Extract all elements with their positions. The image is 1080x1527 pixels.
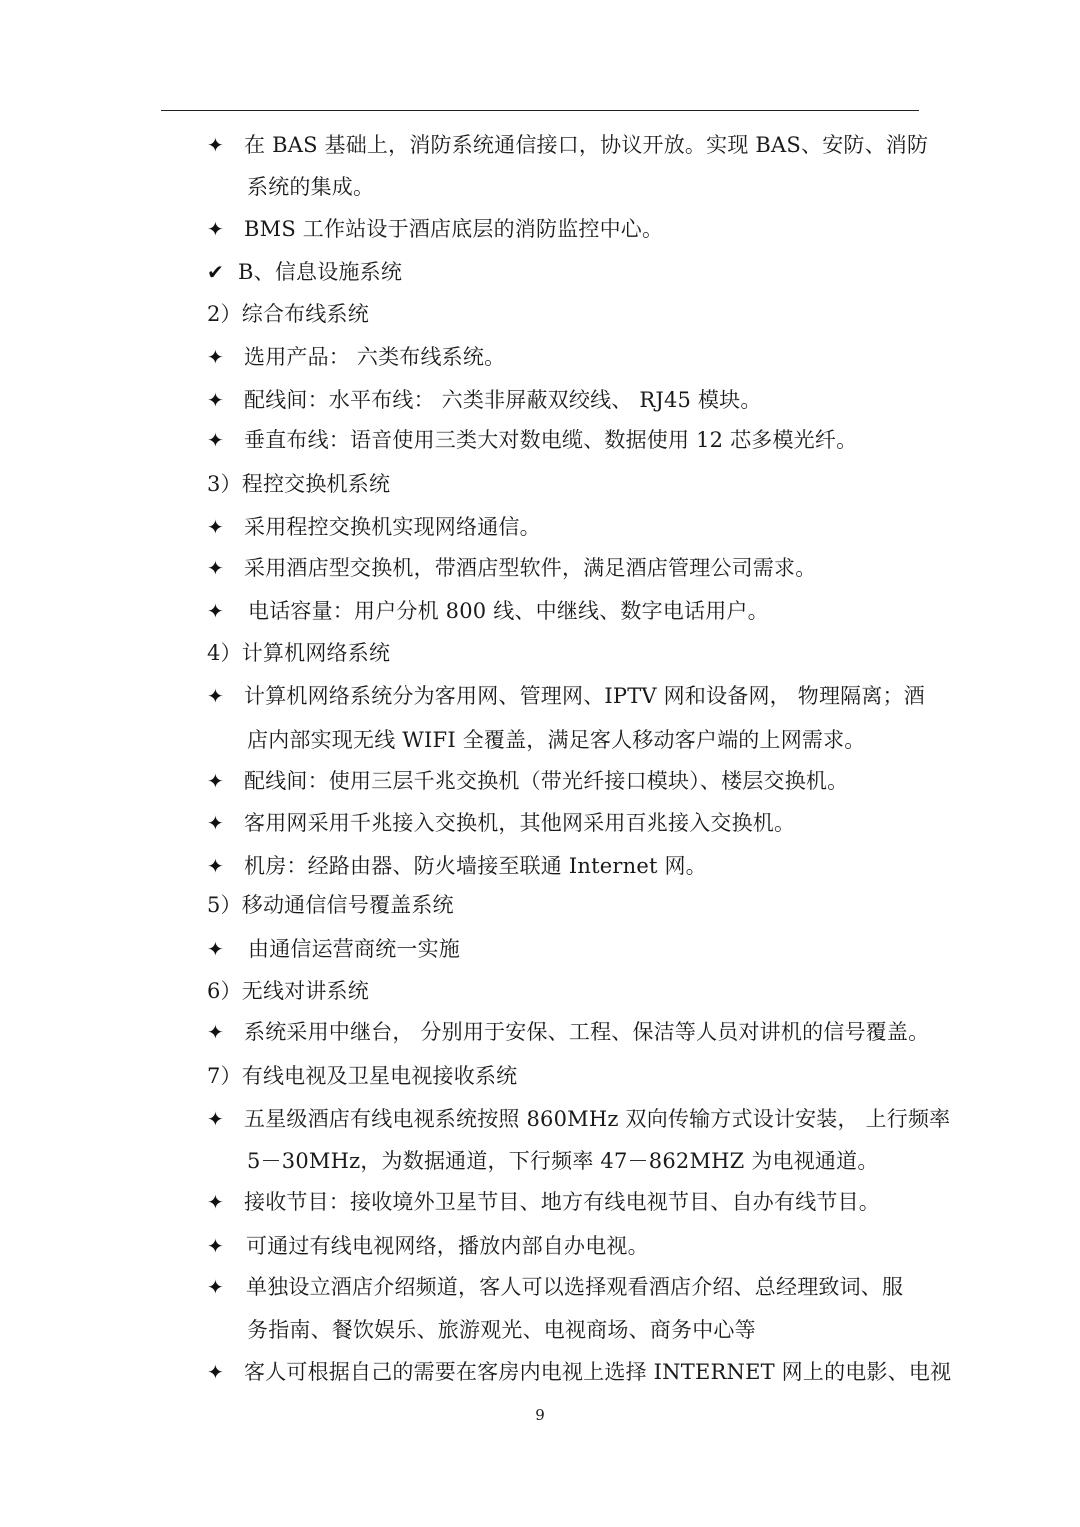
diamond-bullet-icon: ✦ bbox=[207, 428, 224, 452]
section-heading: 2）综合布线系统 bbox=[207, 302, 369, 326]
diamond-bullet-icon: ✦ bbox=[207, 854, 224, 878]
text-line: 可通过有线电视网络，播放内部自办电视。 bbox=[246, 1234, 649, 1258]
diamond-bullet-icon: ✦ bbox=[207, 1190, 224, 1214]
diamond-bullet-icon: ✦ bbox=[207, 769, 224, 793]
section-heading: 6）无线对讲系统 bbox=[207, 979, 369, 1003]
text-line: 配线间：使用三层千兆交换机（带光纤接口模块）、楼层交换机。 bbox=[244, 769, 849, 793]
text-line: 计算机网络系统分为客用网、管理网、IPTV 网和设备网， 物理隔离；酒 bbox=[244, 684, 925, 708]
diamond-bullet-icon: ✦ bbox=[207, 811, 224, 835]
diamond-bullet-icon: ✦ bbox=[207, 1234, 224, 1258]
text-line: 选用产品： 六类布线系统。 bbox=[244, 345, 506, 369]
diamond-bullet-icon: ✦ bbox=[207, 345, 224, 369]
section-heading: B、信息设施系统 bbox=[238, 260, 403, 284]
diamond-bullet-icon: ✦ bbox=[207, 1020, 224, 1044]
text-line: 采用程控交换机实现网络通信。 bbox=[244, 515, 541, 539]
text-line: 配线间：水平布线： 六类非屏蔽双绞线、 RJ45 模块。 bbox=[244, 388, 762, 412]
text-line: 接收节目：接收境外卫星节目、地方有线电视节目、自办有线节目。 bbox=[244, 1190, 880, 1214]
text-line: 单独设立酒店介绍频道，客人可以选择观看酒店介绍、总经理致词、服 bbox=[246, 1275, 904, 1299]
text-line: 垂直布线：语音使用三类大对数电缆、数据使用 12 芯多模光纤。 bbox=[244, 428, 858, 452]
text-line: 由通信运营商统一实施 bbox=[248, 937, 460, 961]
text-line: 务指南、餐饮娱乐、旅游观光、电视商场、商务中心等 bbox=[247, 1318, 756, 1342]
text-line: 五星级酒店有线电视系统按照 860MHz 双向传输方式设计安装， 上行频率 bbox=[244, 1107, 951, 1131]
diamond-bullet-icon: ✦ bbox=[207, 937, 224, 961]
text-line: 5－30MHz，为数据通道，下行频率 47－862MHZ 为电视通道。 bbox=[247, 1149, 879, 1173]
text-line: BMS 工作站设于酒店底层的消防监控中心。 bbox=[244, 217, 664, 241]
section-heading: 3）程控交换机系统 bbox=[207, 472, 391, 496]
diamond-bullet-icon: ✦ bbox=[207, 1107, 224, 1131]
text-line: 客人可根据自己的需要在客房内电视上选择 INTERNET 网上的电影、电视 bbox=[244, 1360, 952, 1384]
page-number: 9 bbox=[535, 1406, 545, 1424]
diamond-bullet-icon: ✦ bbox=[207, 515, 224, 539]
diamond-bullet-icon: ✦ bbox=[207, 1360, 224, 1384]
diamond-bullet-icon: ✦ bbox=[207, 556, 224, 580]
section-heading: 4）计算机网络系统 bbox=[207, 641, 391, 665]
diamond-bullet-icon: ✦ bbox=[207, 133, 224, 157]
diamond-bullet-icon: ✦ bbox=[207, 684, 224, 708]
diamond-bullet-icon: ✦ bbox=[207, 1275, 224, 1299]
text-line: 系统采用中继台， 分别用于安保、工程、保洁等人员对讲机的信号覆盖。 bbox=[244, 1020, 930, 1044]
diamond-bullet-icon: ✦ bbox=[207, 599, 224, 623]
text-line: 客用网采用千兆接入交换机，其他网采用百兆接入交换机。 bbox=[244, 811, 796, 835]
section-heading: 5）移动通信信号覆盖系统 bbox=[207, 893, 454, 917]
text-line: 在 BAS 基础上，消防系统通信接口，协议开放。实现 BAS、安防、消防 bbox=[244, 133, 929, 157]
checkmark-bullet-icon: ✔ bbox=[207, 260, 224, 284]
header-rule bbox=[161, 110, 919, 111]
text-line: 机房：经路由器、防火墙接至联通 Internet 网。 bbox=[244, 854, 707, 878]
diamond-bullet-icon: ✦ bbox=[207, 388, 224, 412]
text-line: 店内部实现无线 WIFI 全覆盖，满足客人移动客户端的上网需求。 bbox=[247, 728, 866, 752]
text-line: 电话容量：用户分机 800 线、中继线、数字电话用户。 bbox=[248, 599, 769, 623]
text-line: 采用酒店型交换机，带酒店型软件，满足酒店管理公司需求。 bbox=[244, 556, 817, 580]
section-heading: 7）有线电视及卫星电视接收系统 bbox=[207, 1064, 518, 1088]
diamond-bullet-icon: ✦ bbox=[207, 217, 224, 241]
text-line: 系统的集成。 bbox=[247, 175, 375, 199]
